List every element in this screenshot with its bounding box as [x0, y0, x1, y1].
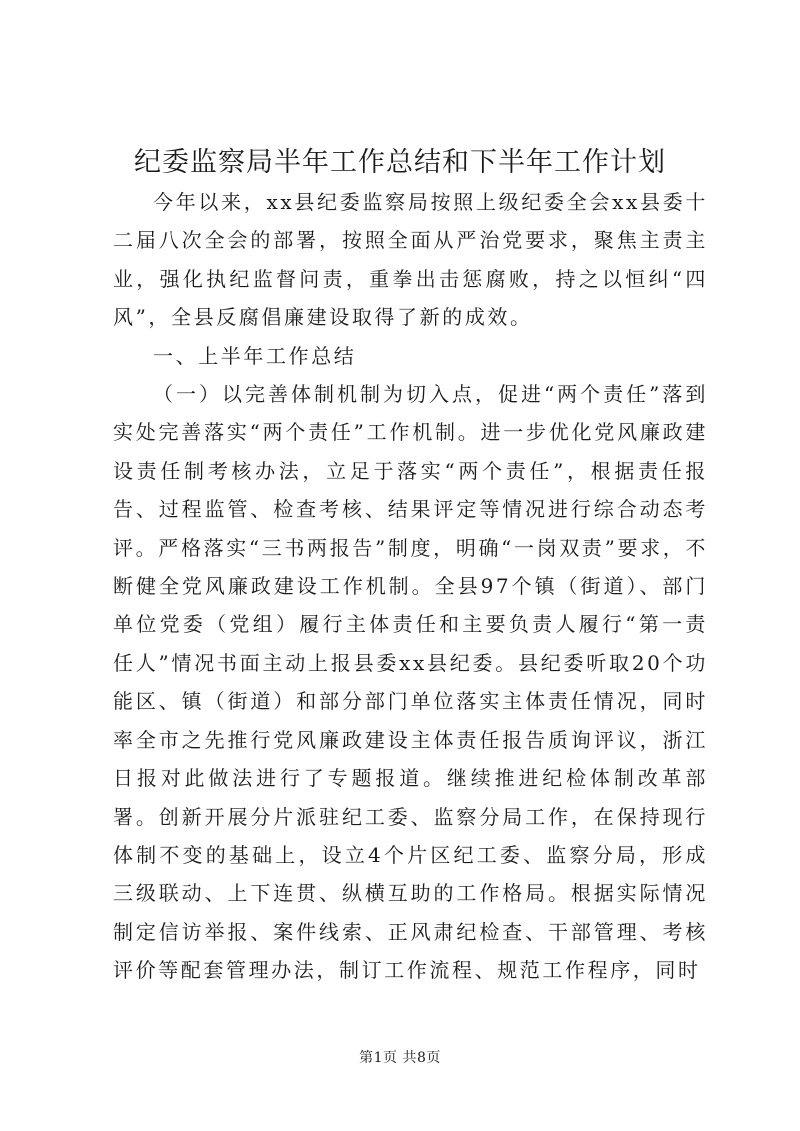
section-paragraph: （一）以完善体制机制为切入点，促进“两个责任”落到实处完善落实“两个责任”工作机制。进一步优化党风廉政建设责任制考核办法，立足于落实“两个责任”，根据责任报告、过程监管、检查考核、结果评定等情况进行综合动态考评。严格落实“三书两报告”制度，明确“一岗双责”要求，不断健全党风廉政建设工作机制。全县97个镇（街道）、部门单位党委（党组）履行主体责任和主要负责人履行“第一责任人”情况书面主动上报县委xx县纪委。县纪委听取20个功能区、镇（街道）和部分部门单位落实主体责任情况，同时率全市之先推行党风廉政建设主体责任报告质询评议，浙江日报对此做法进行了专题报道。继续推进纪检体制改革部署。创新开展分片派驻纪工委、监察分局工作，在保持现行体制不变的基础上，设立4个片区纪工委、监察分局，形成三级联动、上下连贯、纵横互助的工作格局。根据实际情况制定信访举报、案件线索、正风肃纪检查、干部管理、考核评价等配套管理办法，制订工作流程、规范工作程序，同时: [113, 382, 708, 983]
intro-paragraph: 今年以来，xx县纪委监察局按照上级纪委全会xx县委十二届八次全会的部署，按照全面从严治党要求，聚焦主责主业，强化执纪监督问责，重拳出击惩腐败，持之以恒纠“四风”，全县反腐倡廉建设取得了新的成效。: [113, 190, 708, 330]
page-footer: 第1页 共8页: [359, 1050, 441, 1066]
document-body: [113, 183, 708, 990]
section-heading: 一、上半年工作总结: [153, 343, 357, 368]
document-title: 纪委监察局半年工作总结和下半年工作计划: [134, 147, 666, 178]
